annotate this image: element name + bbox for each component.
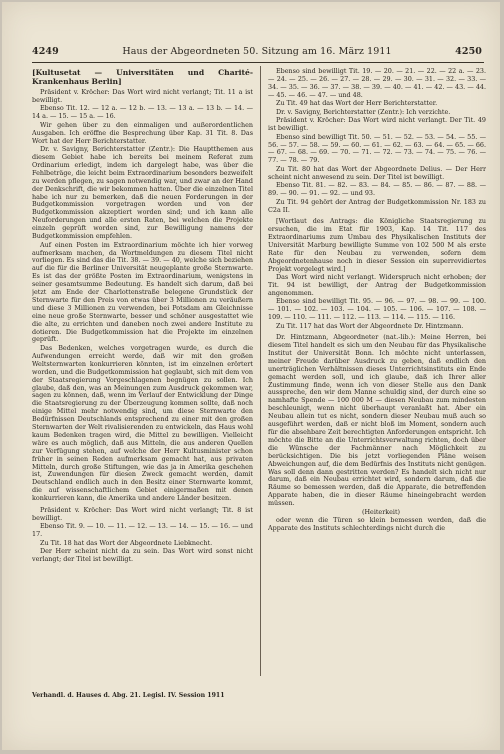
paragraph: Das Wort wird nicht verlangt. Widerspruch nicht erhoben; der Tit. 94 ist bewilligt, der Antrag der Budgetkommission angenommen. — [268, 273, 486, 297]
column-divider — [260, 66, 261, 676]
paragraph: Der Herr scheint nicht da zu sein. Das Wort wird sonst nicht verlangt; der Titel ist bewilligt. — [32, 547, 253, 563]
paragraph: Ebenso sind bewilligt Tit. 95. — 96. — 97. — 98. — 99. — 100. — 101. — 102. — 103. — 104. — 105. — 106. — 107. — 108. — 109. — 110. — 111. — 112. — 113. — 114. — 115. — 116. — [268, 297, 486, 322]
paragraph: Wir gehen über zu den einmaligen und außerordentlichen Ausgaben. Ich eröffne die Besprechung über Kap. 31 Tit. 8. Das Wort hat der Herr Berichterstatter. — [32, 120, 253, 145]
running-title: Haus der Abgeordneten 50. Sitzung am 16. März 1911 — [122, 46, 392, 57]
paragraph: Ebenso sind bewilligt Tit. 50. — 51. — 52. — 53. — 54. — 55. — 56. — 57. — 58. — 59. — 60. — 61. — 62. — 63. — 64. — 65. — 66. — 67. — 68. — 69. — 70. — 71. — 72. — 73. — 74. — 75. — 76. — 77. — 78. — 79. — [268, 132, 486, 165]
paragraph: Zu Tit. 117 hat das Wort der Abgeordnete Dr. Hintzmann. — [276, 321, 464, 330]
paragraph: Zu Tit. 18 hat das Wort der Abgeordnete Liebknecht. — [40, 538, 213, 547]
paragraph: Präsident v. Kröcher: Das Wort wird nicht verlangt; Tit. 11 a ist bewilligt. — [32, 88, 253, 104]
paragraph: oder wenn die Türen so klein bemessen werden, daß die Apparate des Instituts schlechterdings nicht durch die — [268, 516, 486, 533]
right-column — [268, 68, 486, 680]
paragraph: [Wortlaut des Antrags: die Königliche Staatsregierung zu ersuchen, die im Etat für 1903, Kap. 14 Tit. 117 des Extraordinariums zum Umbau des Physikalischen Instituts der Universität Marburg bewilligte Summe von 102 500 M als erste Rate für den Neubau zu verwenden, sofern dem Abgeordnetenhause noch in dieser Session ein superrevidiertes Projekt vorgelegt wird.] — [268, 217, 486, 273]
paragraph: Zu Tit. 80 hat das Wort der Abgeordnete Delius. — Der Herr scheint nicht anwesend zu sein. Der Titel ist bewilligt. — [268, 164, 486, 181]
paragraph: Zu Tit. 49 hat das Wort der Herr Berichterstatter. — [276, 99, 438, 108]
paragraph: Dr. v. Savigny, Berichterstatter (Zentr.): Die Hauptthemen aus diesem Gebiet habe ich bereits bei meinem Referat zum Ordinarium erledigt, indem ich dargelegt habe, was über die Fehlbeträge, die leicht beim Extraordinarium besonders bezweifelt zu werden pflegen, zu sagen notwendig war, und zwar an der Hand der Denkschrift, die wir bekommen hatten. Über die einzelnen Titel habe ich nur zu bemerken, daß die neuen Forderungen in der Budgetkommission vorgetragen worden und von der Budgetkommission akzeptiert worden sind; und ich kann alle Neuforderungen und alle ersten Raten, bei welchen die Projekte einzeln geprüft worden sind, zur Bewilligung namens der Budgetkommission empfehlen. — [32, 145, 253, 241]
paragraph: Zu Tit. 94 gehört der Antrag der Budgetkommission Nr. 183 zu C2a II. — [268, 197, 486, 214]
page-header — [32, 46, 482, 60]
interjection: (Heiterkeit) — [361, 507, 401, 516]
paragraph: Präsident v. Kröcher: Das Wort wird nicht verlangt. Der Tit. 49 ist bewilligt. — [268, 116, 486, 133]
section-heading: [Kultusetat — Universitäten und Charité-Krankenhaus Berlin] — [32, 68, 253, 86]
page-number-left: 4249 — [32, 46, 59, 57]
paragraph: Ebenso sind bewilligt Tit. 19. — 20. — 21. — 22. — 22 a. — 23. — 24. — 25. — 26. — 27. — 28. — 29. — 30. — 31. — 32. — 33. — 34. — 35. — 36. — 37. — 38. — 39. — 40. — 41. — 42. — 43. — 44. — 45. — 46. — 47. — und 48. — [268, 68, 486, 99]
paragraph: Ebenso Tit. 12. — 12 a. — 12 b. — 13. — 13 a. — 13 b. — 14. — 14 a. — 15. — 15 a. — 16. — [32, 104, 253, 121]
paragraph: Ebenso Tit. 81. — 82. — 83. — 84. — 85. — 86. — 87. — 88. — 89. — 90. — 91. — 92. — und 93. — [268, 181, 486, 198]
header-rule — [32, 62, 484, 63]
paragraph: Dr. v. Savigny, Berichterstatter (Zentr.): Ich verzichte. — [276, 107, 451, 116]
left-column — [32, 68, 253, 680]
paragraph: Das Bedenken, welches vorgetragen wurde, es durch die Aufwendungen erreicht werde, daß wir mit den großen Weltsternwarten konkurrieren könnten, ist im einzelnen erörtert worden, und die Budgetkommission hat geglaubt, sich mit dem von der Staatsregierung Vorgeschlagenen begnügen zu sollen. Ich glaube, daß den, was an Meinungen zum Ausdruck gekommen war, sagen zu können, daß, wenn im Verlauf der Entwicklung der Dinge die Staatsregierung zu der Überzeugung kommen sollte, daß noch einige Mittel mehr notwendig sind, um diese Sternwarte den Bedürfnissen Deutschlands entsprechend zu einer mit den großen Sternwarten der Welt rivalisierenden zu entwickeln, das Haus wohl kaum Bedenken tragen wird, die Mittel zu bewilligen. Vielleicht wäre es auch möglich, daß aus Mitteln, die aus anderen Quellen zur Verfügung stehen, auf welche der Herr Kultusminister schon früher in seinen Reden aufmerksam gemacht hat, aus privaten Mitteln, durch große Stiftungen, wie das ja in Amerika geschehen ist, Zuwendungen für diesen Zweck gemacht werden, damit Deutschland endlich auch in den Besitz einer Sternwarte kommt, die auf wissenschaftlichem Gebiet einigermaßen mit denen konkurrieren kann, die Amerika und andere Länder besitzen. — [32, 343, 253, 503]
page-number-right: 4250 — [455, 46, 482, 57]
paragraph: Dr. Hintzmann, Abgeordneter (nat.-lib.): Meine Herren, bei diesem Titel handelt es sich um den Neubau für das Physikalische Institut der Universität Bonn. Ich möchte nicht unterlassen, meiner Freude darüber Ausdruck zu geben, daß endlich den unerträglichen Verhältnissen dieses Unterrichtsinstituts ein Ende gemacht werden soll, und ich glaube, daß ich Ihrer aller Zustimmung finde, wenn ich von dieser Stelle aus den Dank ausspreche, den wir dem Manne schuldig sind, der durch eine so namhafte Spende — 100 000 M — diesen Neubau zum mindesten beschleunigt, wenn nicht überhaupt veranlaßt hat. Aber ein Neubau allein tut es nicht, sondern dieser Neubau muß auch so ausgeführt werden, daß er nicht bloß im Moment, sondern auch für die absehbare Zeit berechtigten Anforderungen entspricht. Ich möchte die Bitte an die Unterrichtsverwaltung richten, doch über die Wünsche der Fachmänner nach Möglichkeit zu berücksichtigen. Die bis jetzt vorliegenden Pläne weisen Abweichungen auf, die dem Bedürfnis des Instituts nicht genügen. Was soll denn dann gestritten werden? Es handelt sich nicht nur darum, daß ein Neubau errichtet wird, sondern darum, daß die Räume so bemessen werden, daß die Apparate, die betreffenden Apparate haben, die in dieser Räume hineingebracht werden müssen. — [268, 333, 486, 508]
document-page — [2, 2, 500, 750]
paragraph: Auf einen Posten im Extraordinarium möchte ich hier vorweg aufmerksam machen, da Wortmeldungen zu diesem Titel nicht vorliegen. Es sind das die Tit. 38. — 39. — 40, welche sich beziehen auf die für die Berliner Universität neugeplante große Sternwarte. Es ist das der größte Posten im Extraordinarium, wenigstens in seiner gesamtsumme Bedeutung. Es handelt sich darum, daß bei jetzt am Ende der Charlottenstraße belegene Grundstück der Sternwarte für den Preis von etwas über 3 Millionen zu veräußern und diese 3 Millionen zu verwenden, bei Potsdam am Gleichnisse eine neue große Sternwarte, besser und schöner ausgestattet wie die alte, zu errichten und daneben noch zwei andere Institute zu dotieren. Die Budgetkommission hat die Projekte im einzelnen geprüft. — [32, 240, 253, 344]
paragraph: Ebenso Tit. 9. — 10. — 11. — 12. — 13. — 14. — 15. — 16. — und 17. — [32, 522, 253, 538]
paragraph: Präsident v. Kröcher: Das Wort wird nicht verlangt; Tit. 8 ist bewilligt. — [32, 505, 253, 522]
page-footer — [32, 692, 253, 700]
source-note: Verhandl. d. Hauses d. Abg. 21. Legisl. IV. Session 1911 — [32, 692, 225, 699]
